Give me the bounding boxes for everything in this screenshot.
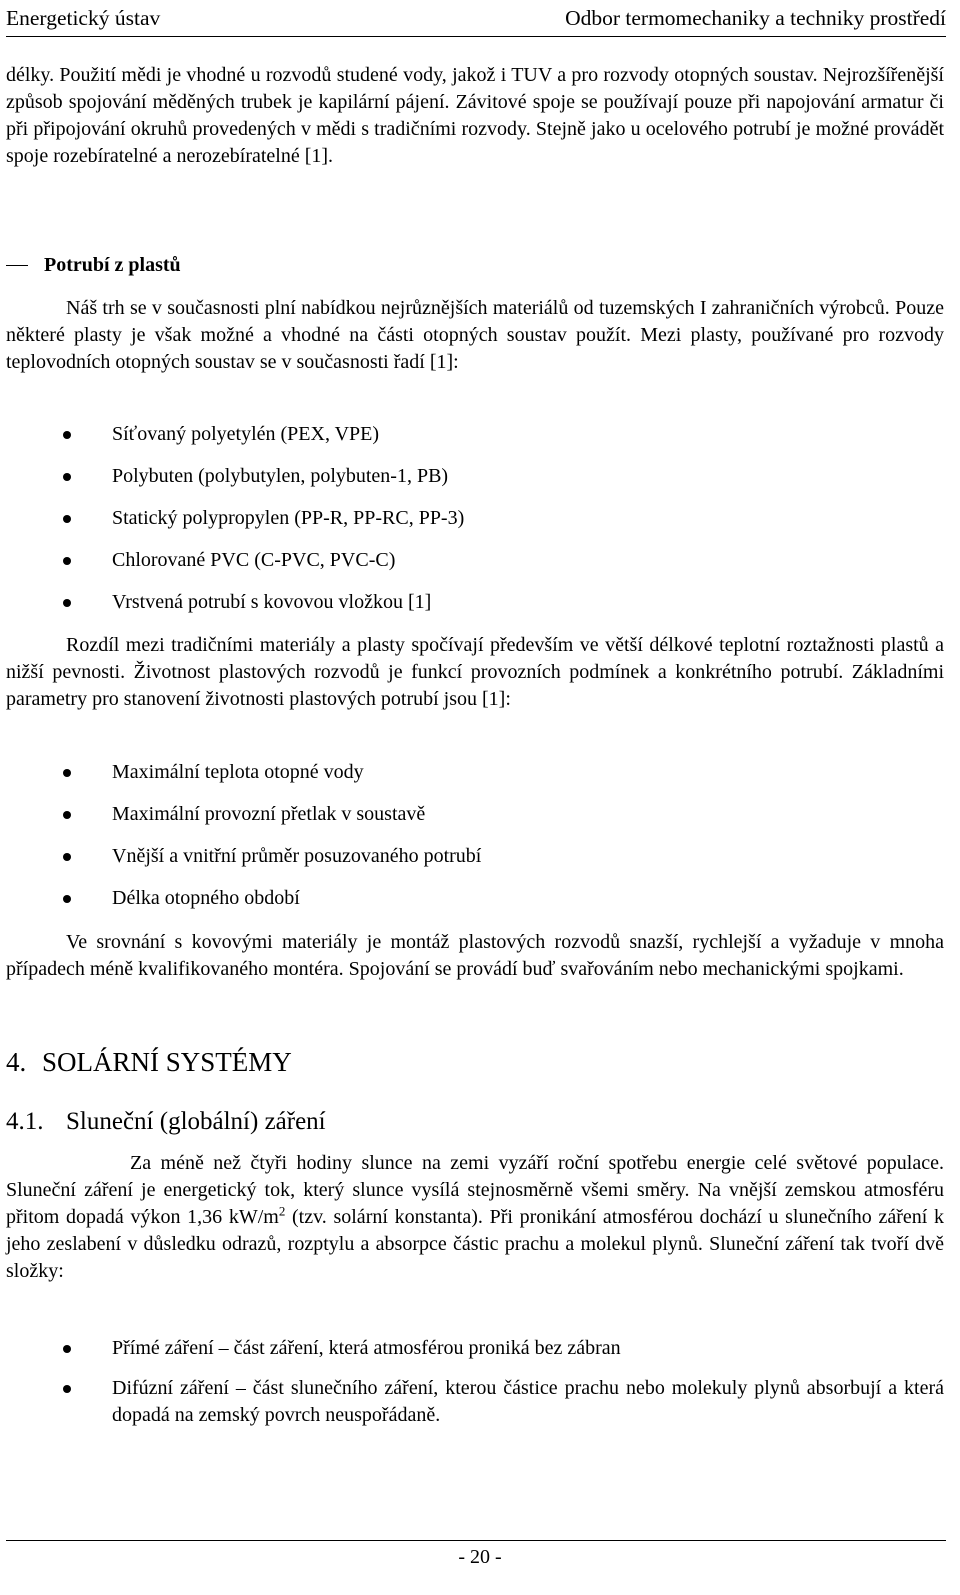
list-item: Chlorované PVC (C-PVC, PVC-C) [0,547,944,589]
bullet-icon [63,1345,71,1353]
section-heading [6,1047,292,1078]
subheading-text: Potrubí z plastů [44,254,181,276]
list-item: Vnější a vnitřní průměr posuzovaného potrubí [0,843,944,885]
bullet-icon [63,473,71,481]
paragraph-difference: Rozdíl mezi tradičními materiály a plasty spočívají především ve větší délkové teplotní roztažnosti plastů a nižší pevnosti. Životnost plastových rozvodů je funkcí provozních podmínek a konkrétního potrubí. Základními parametry pro stanovení životnosti plastových potrubí jsou [1]: [6,634,944,710]
subheading-plastics [6,254,181,277]
bullet-icon [63,431,71,439]
list-item: Maximální teplota otopné vody [0,759,944,801]
section-title: SOLÁRNÍ SYSTÉMY [42,1047,292,1077]
section-number: 4. [6,1047,27,1077]
bullet-icon [63,895,71,903]
subsection-number: 4.1. [6,1108,44,1135]
list-item: Vrstvená potrubí s kovovou vložkou [1] [0,589,944,631]
bullet-icon [63,853,71,861]
page-number: - 20 - [458,1546,502,1568]
list-item: Přímé záření – část záření, která atmosférou proniká bez zábran [0,1335,944,1362]
paragraph-copper: délky. Použití mědi je vhodné u rozvodů studené vody, jakož i TUV a pro rozvody otopných soustav. Nejrozšířenější způsob spojování měděných trubek je kapilární pájení. Závitové spoje se používají pouze při napojování armatur či při připojování okruhů provedených v mědi s tradičními rozvody. Stejně jako u ocelového potrubí je možné provádět spoje rozebíratelné a nerozebíratelné [1]. [6,64,944,167]
paragraph-solar: Za méně než čtyři hodiny slunce na zemi vyzáří roční spotřebu energie celé světové populace. Sluneční záření je energetický tok, který slunce vysílá stejnosměrně všemi směry. Na vnější zemskou atmosféru přitom dopadá výkon 1,36 $kW/m^2$ (tzv. solární konstanta). Při pronikání atmosférou dochází u slunečního záření k jeho zeslabení v důsledku odrazů, rozptylu a absorpce částic prachu a molekul plynů. Sluneční záření tak tvoří dvě složky: [6,1152,945,1282]
list-item: Statický polypropylen (PP-R, PP-RC, PP-3) [0,505,944,547]
header-rule [6,36,946,37]
paragraph-comparison: Ve srovnání s kovovými materiály je montáž plastových rozvodů snazší, rychlejší a vyžaduje v mnoha případech méně kvalifikovaného montéra. Spojování se provádí buď svařováním nebo mechanickými spojkami. [6,931,944,980]
bullet-icon [63,557,71,565]
bullet-icon [63,1385,71,1393]
bullet-icon [63,515,71,523]
radiation-list [0,1335,944,1429]
list-item: Polybuten (polybutylen, polybuten-1, PB) [0,463,944,505]
header-left: Energetický ústav [6,5,161,30]
header-right: Odbor termomechaniky a techniky prostředí [565,5,946,30]
subsection-heading [6,1108,326,1136]
bullet-icon [63,599,71,607]
list-item: Síťovaný polyetylén (PEX, VPE) [0,421,944,463]
bullet-icon [63,811,71,819]
dash-icon [6,265,28,266]
list-item: Difúzní záření – část slunečního záření, kterou částice prachu nebo molekuly plynů absorbují a která dopadá na zemský povrch neuspořádaně. [0,1375,944,1429]
bullet-icon [63,769,71,777]
plastics-list [0,421,944,631]
list-item: Maximální provozní přetlak v soustavě [0,801,944,843]
parameters-list [0,759,944,927]
list-item: Délka otopného období [0,885,944,927]
superscript: 2 [278,1203,286,1219]
footer-rule [6,1540,946,1541]
page-header [6,0,946,36]
paragraph-plastics-intro: Náš trh se v současnosti plní nabídkou nejrůznějších materiálů od tuzemských I zahraničních výrobců. Pouze některé plasty je však možné a vhodné na části otopných soustav použít. Mezi plasty, používané pro rozvody teplovodních otopných soustav se v současnosti řadí [1]: [6,297,944,373]
subsection-title: Sluneční (globální) záření [66,1108,326,1135]
